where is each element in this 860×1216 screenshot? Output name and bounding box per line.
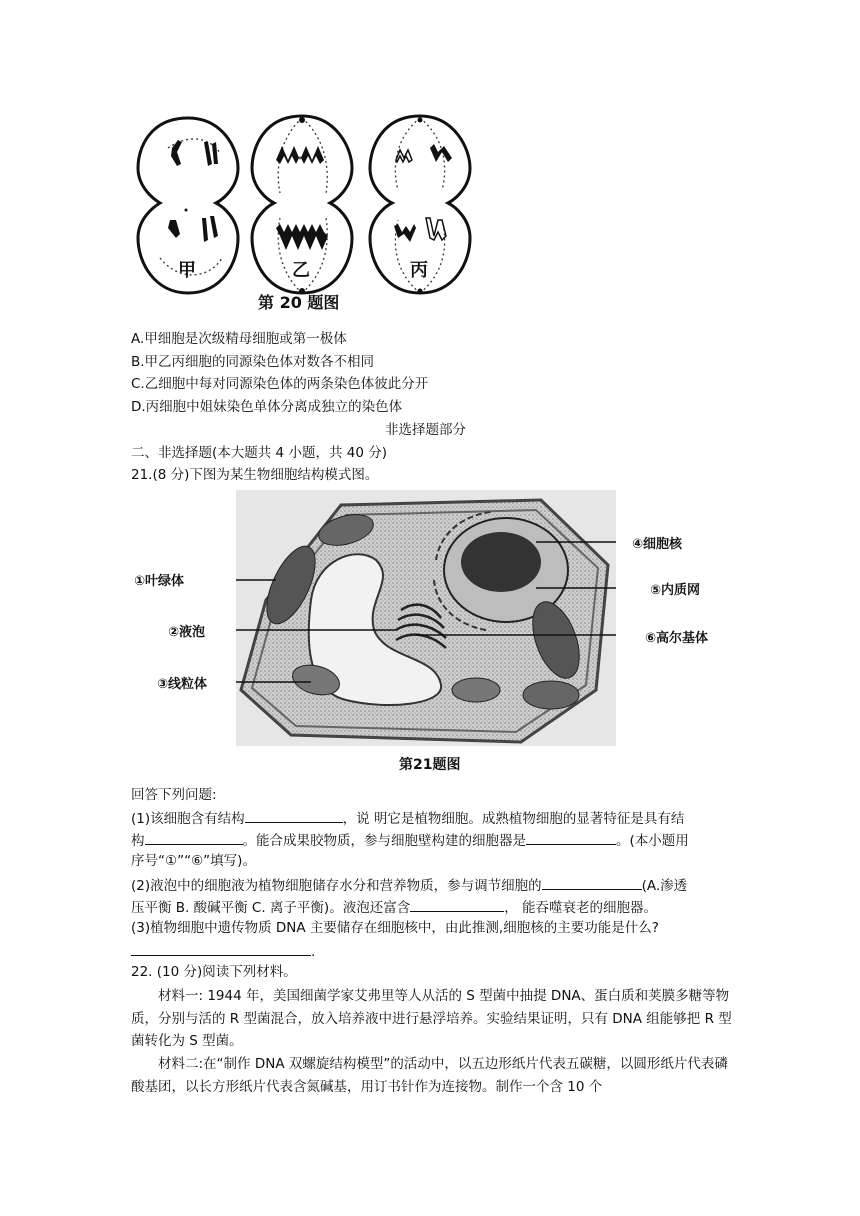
blank-3[interactable] [526, 829, 616, 845]
q21-intro: 21.(8 分)下图为某生物细胞结构模式图。 [131, 467, 379, 483]
plant-cell-diagram [236, 490, 616, 746]
q22-intro: 22. (10 分)阅读下列材料。 [131, 964, 297, 980]
q22-material-1: 材料一: 1944 年，美国细菌学家艾弗里等人从活的 S 型菌中抽提 DNA、蛋白质和荚膜多糖等物质，分别与活的 R 型菌混合，放入培养液中进行悬浮培养。实验结果证明，只有 DNA 组能够把 R 型菌转化为 S 型菌。 [131, 988, 732, 1049]
label-er: ⑤内质网 [650, 583, 701, 598]
blank-5[interactable] [410, 896, 504, 912]
label-golgi: ⑥高尔基体 [645, 631, 709, 646]
q21-part2-line2: 压平衡 B. 酸碱平衡 C. 离子平衡)。液泡还富含 ， 能吞噬衰老的细胞器。 [131, 896, 657, 918]
part2-heading: 二、非选择题(本大题共 4 小题，共 40 分) [131, 445, 387, 461]
q21-part1-line1: (1)该细胞含有结构 ，说 明它是植物细胞。成熟植物细胞的显著特征是具有结 [131, 807, 684, 829]
q20-option-d: D.丙细胞中姐妹染色单体分离成独立的染色体 [131, 399, 403, 415]
fig20-caption: 第 20 题图 [258, 293, 340, 312]
fig20-label-yi: 乙 [292, 260, 310, 281]
blank-6[interactable] [131, 940, 311, 956]
figure-21 [236, 490, 616, 746]
q20-option-c: C.乙细胞中每对同源染色体的两条染色体彼此分开 [131, 376, 429, 392]
q20-option-a: A.甲细胞是次级精母细胞或第一极体 [131, 331, 347, 347]
q22-material-2: 材料二:在“制作 DNA 双螺旋结构模型”的活动中，以五边形纸片代表五碳糖，以圆形纸片代表磷酸基团，以长方形纸片代表含氮碱基，用订书针作为连接物。制作一个含 10 个 [131, 1056, 728, 1095]
label-nucleus: ④细胞核 [632, 537, 683, 552]
figure-20 [130, 108, 490, 318]
q21-part1-line3: 序号“①”“⑥”填写)。 [131, 853, 256, 869]
label-chloroplast: ①叶绿体 [134, 574, 185, 589]
q21-part3-line2: . [131, 940, 315, 962]
q21-part1-line2: 构 。能合成果胶物质，参与细胞壁构建的细胞器是 。(本小题用 [131, 829, 689, 851]
fig20-label-jia: 甲 [178, 260, 196, 281]
section-title: 非选择题部分 [385, 422, 466, 438]
blank-4[interactable] [542, 874, 642, 890]
fig21-caption: 第21题图 [399, 757, 461, 773]
q20-option-b: B.甲乙丙细胞的同源染色体对数各不相同 [131, 354, 375, 370]
q21-part3-line1: (3)植物细胞中遗传物质 DNA 主要储存在细胞核中，由此推测,细胞核的主要功能是什么? [131, 920, 659, 936]
cell-division-diagram [130, 108, 490, 318]
label-vacuole: ②液泡 [168, 625, 206, 640]
q21-answer-prompt: 回答下列问题: [131, 787, 217, 803]
blank-2[interactable] [145, 829, 243, 845]
q21-part2-line1: (2)液泡中的细胞液为植物细胞储存水分和营养物质，参与调节细胞的 (A.渗透 [131, 874, 687, 896]
blank-1[interactable] [245, 807, 343, 823]
label-mitochondrion: ③线粒体 [157, 677, 208, 692]
fig20-label-bing: 丙 [410, 260, 428, 281]
